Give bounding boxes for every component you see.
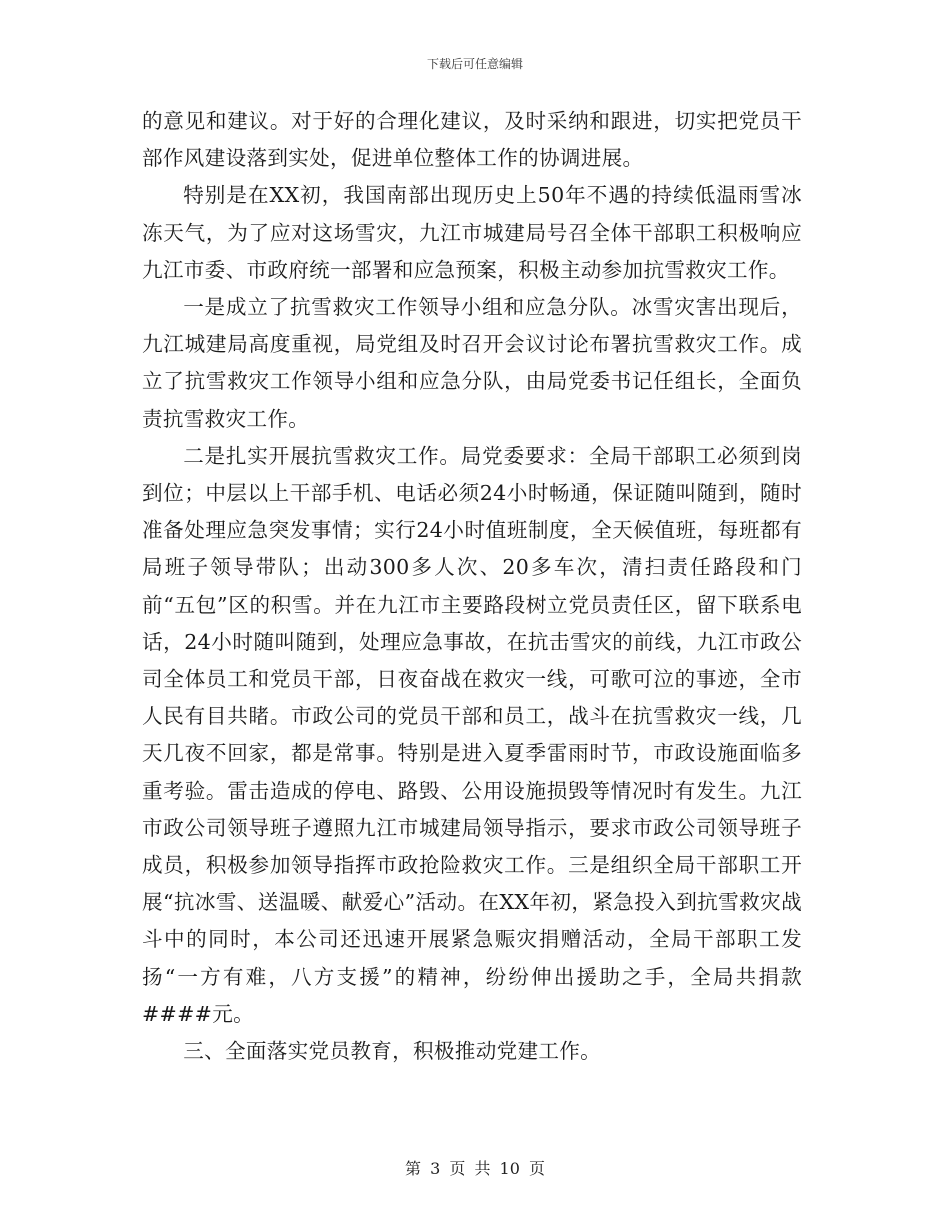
- page-header: 下载后可任意编辑: [426, 57, 523, 71]
- paragraph-5: 三、全面落实党员教育，积极推动党建工作。: [183, 1039, 602, 1064]
- paragraph-2: 特别是在XX初，我国南部出现历史上50年不遇的持续低温雨雪冰冻天气，为了应对这场雪灾，九江市城建局号召全体干部职工积极响应九江市委、市政府统一部署和应急预案，积极主动参加抗雪救灾工作。: [142, 183, 802, 282]
- page-number-footer: 第 3 页 共 10 页: [405, 1159, 545, 1178]
- paragraph-3: 一是成立了抗雪救灾工作领导小组和应急分队。冰雪灾害出现后，九江城建局高度重视，局党组及时召开会议讨论布署抗雪救灾工作。成立了抗雪救灾工作领导小组和应急分队，由局党委书记任组长，全面负责抗雪救灾工作。: [142, 295, 802, 431]
- paragraph-4: 二是扎实开展抗雪救灾工作。局党委要求：全局干部职工必须到岗到位；中层以上干部手机、电话必须24小时畅通，保证随叫随到，随时准备处理应急突发事情；实行24小时值班制度，全天候值班，每班都有局班子领导带队；出动300多人次、20多车次，清扫责任路段和门前“五包”区的积雪。并在九江市主要路段树立党员责任区，留下联系电话，24小时随叫随到，处理应急事故，在抗击雪灾的前线，九江市政公司全体员工和党员干部，日夜奋战在救灾一线，可歌可泣的事迹，全市人民有目共睹。市政公司的党员干部和员工，战斗在抗雪救灾一线，几天几夜不回家，都是常事。特别是进入夏季雷雨时节，市政设施面临多重考验。雷击造成的停电、路毁、公用设施损毁等情况时有发生。九江市政公司领导班子遵照九江市城建局领导指示，要求市政公司领导班子成员，积极参加领导指挥市政抢险救灾工作。三是组织全局干部职工开展“抗冰雪、送温暖、献爱心”活动。在XX年初，紧急投入到抗雪救灾战斗中的同时，本公司还迅速开展紧急赈灾捐赠活动，全局干部职工发扬“一方有难，八方支援”的精神，纷纷伸出援助之手，全局共捐款####元。: [142, 443, 802, 1026]
- document-body: [142, 103, 802, 1070]
- paragraph-1: 的意见和建议。对于好的合理化建议，及时采纳和跟进，切实把党员干部作风建设落到实处，促进单位整体工作的协调进展。: [142, 109, 802, 171]
